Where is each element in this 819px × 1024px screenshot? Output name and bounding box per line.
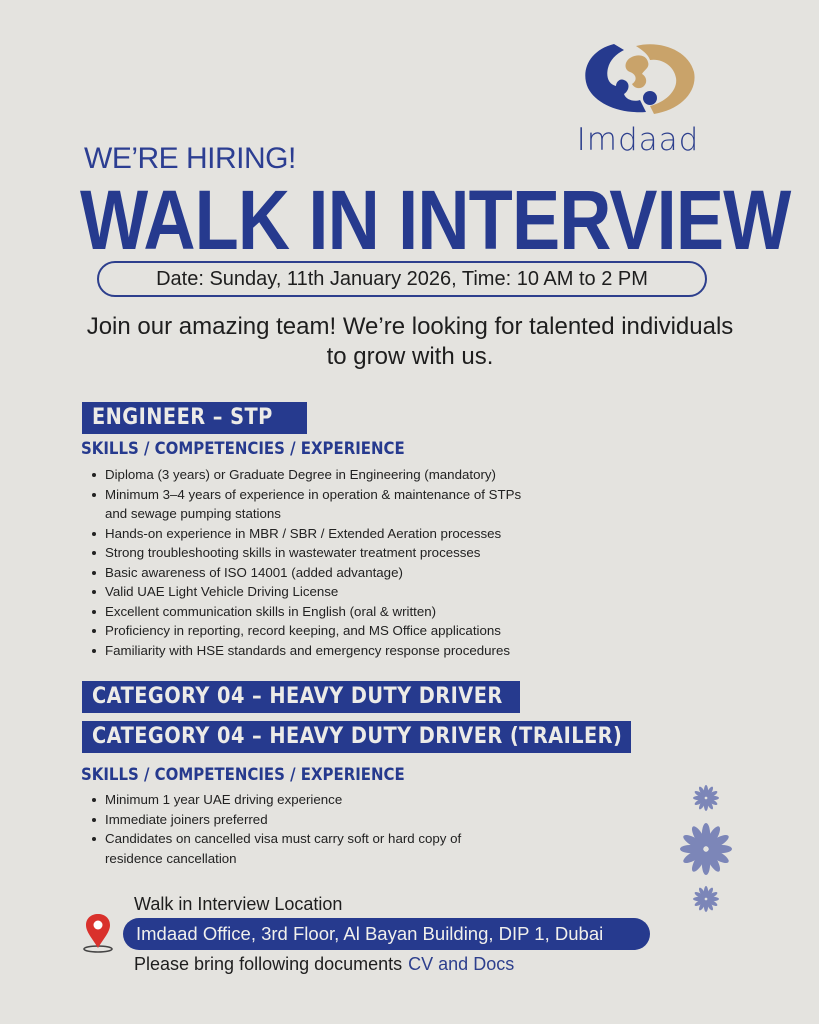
list-item: Minimum 3–4 years of experience in operation & maintenance of STPs and sewage pumping stations xyxy=(89,485,539,524)
role-title: CATEGORY 04 – HEAVY DUTY DRIVER (TRAILER) xyxy=(92,724,623,749)
list-item: Excellent communication skills in English (oral & written) xyxy=(89,602,539,622)
map-pin-icon xyxy=(80,912,116,954)
list-item: Immediate joiners preferred xyxy=(89,810,489,830)
documents-label: Please bring following documents xyxy=(134,954,403,974)
date-time-text: Date: Sunday, 11th January 2026, Time: 10 AM to 2 PM xyxy=(156,267,648,290)
documents-line xyxy=(134,954,514,975)
role-badge-heavy-duty-driver-trailer xyxy=(82,721,631,753)
section-title-skills: SKILLS / COMPETENCIES / EXPERIENCE xyxy=(81,765,405,785)
flower-icon xyxy=(680,785,732,915)
documents-value: CV and Docs xyxy=(408,954,515,974)
imdaad-logo-icon xyxy=(580,40,696,116)
list-item: Valid UAE Light Vehicle Driving License xyxy=(89,582,539,602)
list-item: Basic awareness of ISO 14001 (added advantage) xyxy=(89,563,539,583)
location-label: Walk in Interview Location xyxy=(134,894,343,914)
list-item: Hands-on experience in MBR / SBR / Extended Aeration processes xyxy=(89,524,539,544)
role-title: ENGINEER – STP xyxy=(92,405,273,430)
company-logo xyxy=(576,40,700,160)
location-address-pill xyxy=(123,918,650,950)
list-item: Minimum 1 year UAE driving experience xyxy=(89,790,489,810)
list-item: Diploma (3 years) or Graduate Degree in Engineering (mandatory) xyxy=(89,465,539,485)
hiring-kicker: WE’RE HIRING! xyxy=(84,142,296,175)
requirements-list-driver xyxy=(89,790,489,868)
list-item: Candidates on cancelled visa must carry soft or hard copy of residence cancellation xyxy=(89,829,489,868)
role-title: CATEGORY 04 – HEAVY DUTY DRIVER xyxy=(92,684,503,709)
section-title-skills: SKILLS / COMPETENCIES / EXPERIENCE xyxy=(81,439,405,459)
logo-wordmark: Imdaad xyxy=(576,122,700,158)
intro-text: Join our amazing team! We’re looking for talented individuals to grow with us. xyxy=(86,313,734,370)
list-item: Proficiency in reporting, record keeping, and MS Office applications xyxy=(89,621,539,641)
list-item: Familiarity with HSE standards and emergency response procedures xyxy=(89,641,539,661)
list-item: Strong troubleshooting skills in wastewater treatment processes xyxy=(89,543,539,563)
date-time-pill xyxy=(97,261,707,297)
role-badge-heavy-duty-driver xyxy=(82,681,520,713)
role-badge-engineer-stp xyxy=(82,402,307,434)
requirements-list-engineer xyxy=(89,465,539,660)
location-address: Imdaad Office, 3rd Floor, Al Bayan Building, DIP 1, Dubai xyxy=(136,923,604,944)
page-title: WALK IN INTERVIEW xyxy=(80,173,791,267)
